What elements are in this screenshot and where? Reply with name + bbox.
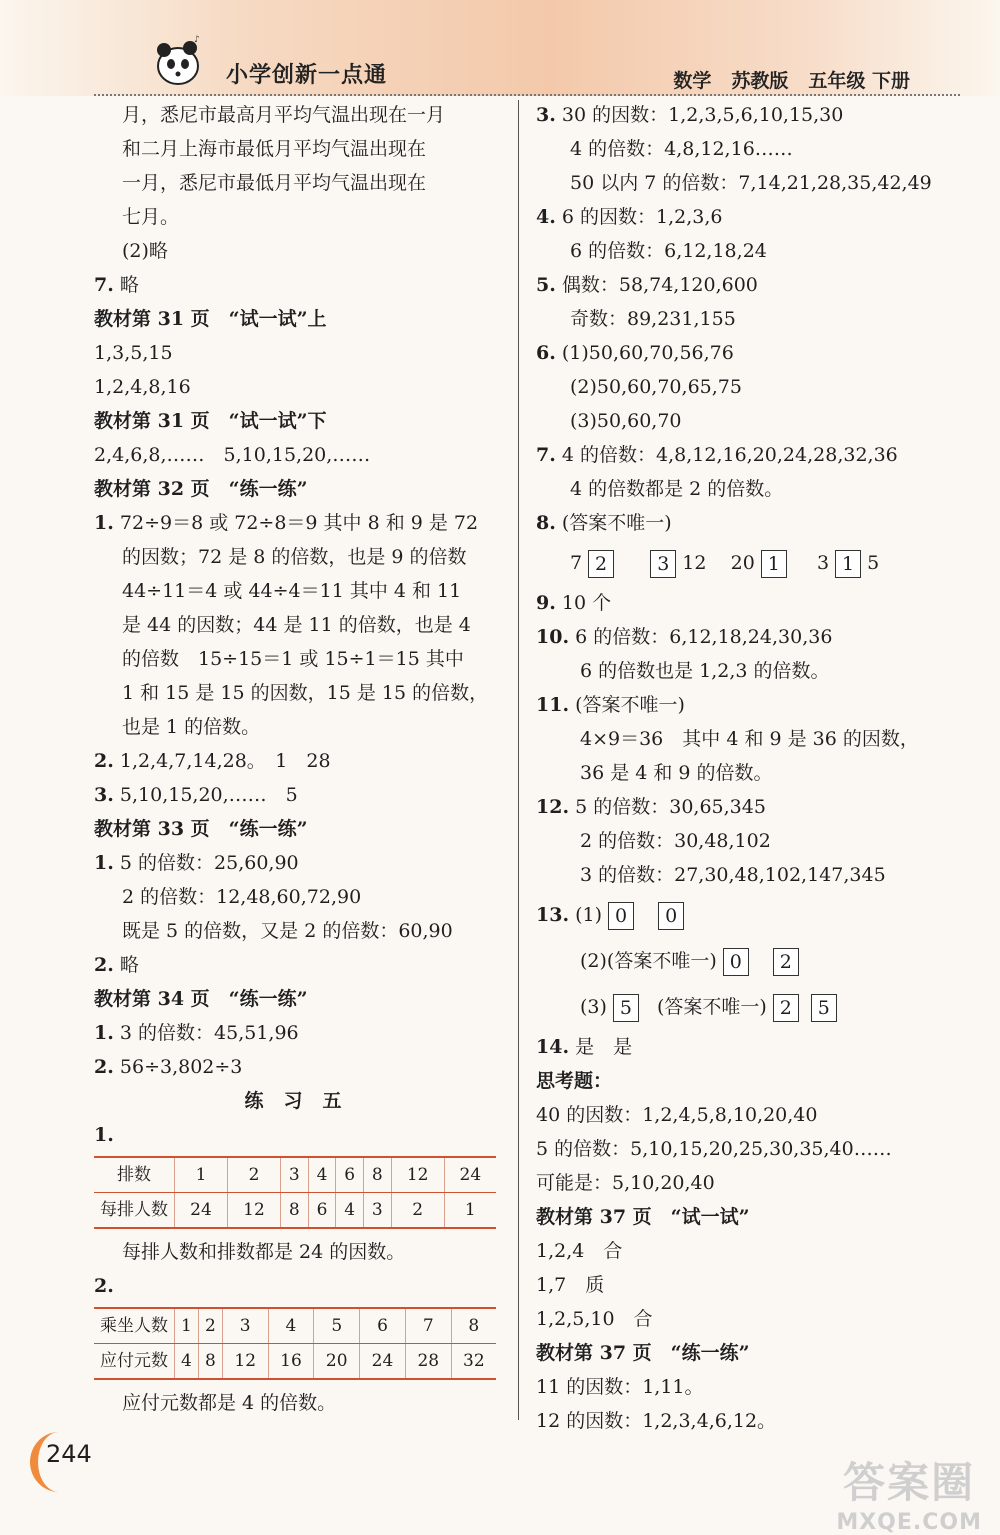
page-number: 244 [46,1440,92,1468]
text-line: 一月，悉尼市最低月平均气温出现在 [122,172,427,194]
question-3: 3. 5,10,15,20,…… 5 [94,784,298,806]
answer-boxes-row: (2)(答案不唯一) 0 2 [536,938,960,984]
column-divider [518,100,519,1420]
text-line: 1,7 质 [536,1274,605,1296]
section-title: 教材第 37 页 “试一试” [536,1206,750,1228]
left-column [94,98,512,1420]
section-title: 教材第 37 页 “练一练” [536,1342,750,1364]
text-line: 4 的倍数：4,8,12,16…… [570,138,793,160]
question-7: 7. 4 的倍数：4,8,12,16,20,24,28,32,36 [536,444,898,466]
text-line: 2 的倍数：30,48,102 [580,830,771,852]
text-line: 1,2,5,10 合 [536,1308,653,1330]
question-1: 1. 3 的倍数：45,51,96 [94,1022,299,1044]
question-12: 12. 5 的倍数：30,65,345 [536,796,766,818]
answer-box: 2 [773,994,799,1022]
answer-box: 2 [773,948,799,976]
text-line: 七月。 [122,206,180,228]
question-2: 2. 略 [94,954,139,976]
answer-boxes-row: 7 2 3 12 20 1 3 1 5 [536,540,960,586]
text-line: 12 的因数：1,2,3,4,6,12。 [536,1410,777,1432]
question-14: 14. 是 是 [536,1036,633,1058]
answer-box: 0 [658,902,684,930]
answer-box: 3 [650,550,676,578]
answer-box: 5 [811,994,837,1022]
question-2: 2. [94,1275,114,1297]
table-row: 每排人数 24 12 8 6 4 3 2 1 [94,1193,496,1229]
section-title: 教材第 33 页 “练一练” [94,818,308,840]
question-8: 8. (答案不唯一) [536,512,672,534]
text-line: 5 的倍数：5,10,15,20,25,30,35,40…… [536,1138,892,1160]
question-13: 13. (1) 0 0 [536,892,960,938]
book-title: 小学创新一点通 [226,62,388,88]
text-line: (2)略 [122,240,168,262]
text-line: (3)50,60,70 [570,410,682,432]
header-rule [94,94,960,96]
exercise-title: 练习五 [244,1090,362,1112]
question-10: 10. 6 的倍数：6,12,18,24,30,36 [536,626,833,648]
table-row: 应付元数 4 8 12 16 20 24 28 32 [94,1344,496,1380]
section-title: 教材第 34 页 “练一练” [94,988,308,1010]
text-line: 3 的倍数：27,30,48,102,147,345 [580,864,886,886]
text-line: 6 的倍数：6,12,18,24 [570,240,767,262]
seating-table [94,1156,496,1229]
answer-boxes-row: (3) 5 (答案不唯一) 2 5 [536,984,960,1030]
answer-box: 0 [723,948,749,976]
watermark: 答案圈 MXQE.COM [836,1458,982,1535]
text-line: 4×9＝36 其中 4 和 9 是 36 的因数， [580,728,919,750]
text-line: 4 的倍数都是 2 的倍数。 [570,478,784,500]
text-line: 2 的倍数：12,48,60,72,90 [122,886,362,908]
section-title: 教材第 31 页 “试一试”下 [94,410,327,432]
text-line: 6 的倍数也是 1,2,3 的倍数。 [580,660,830,682]
table-row: 乘坐人数 1 2 3 4 5 6 7 8 [94,1308,496,1344]
text-line: 每排人数和排数都是 24 的因数。 [122,1241,406,1263]
text-line: 11 的因数：1,11。 [536,1376,704,1398]
section-title: 思考题： [536,1070,613,1092]
answer-box: 1 [835,550,861,578]
question-1: 1. 72÷9＝8 或 72÷8＝9 其中 8 和 9 是 72 [94,512,479,534]
svg-text:♪: ♪ [194,35,200,45]
text-line: 是 44 的因数；44 是 11 的倍数，也是 4 [122,614,471,636]
question-2: 2. 56÷3,802÷3 [94,1056,243,1078]
text-line: 既是 5 的倍数，又是 2 的倍数：60,90 [122,920,453,942]
text-line: 应付元数都是 4 的倍数。 [122,1392,337,1414]
subject: 数学 [673,70,712,92]
question-3: 3. 30 的因数：1,2,3,5,6,10,15,30 [536,104,844,126]
edition: 苏教版 [731,70,789,92]
text-line: 44÷11＝4 或 44÷4＝11 其中 4 和 11 [122,580,462,602]
table-row: 排数 1 2 3 4 6 8 12 24 [94,1157,496,1193]
text-line: 1,2,4 合 [536,1240,623,1262]
panda-mascot-icon [150,30,210,90]
question-1: 1. [94,1124,114,1146]
answer-box: 0 [608,902,634,930]
fare-table [94,1307,496,1380]
text-line: 1,2,4,8,16 [94,376,191,398]
text-line: 月，悉尼市最高月平均气温出现在一月 [122,104,446,126]
text-line: (2)50,60,70,65,75 [570,376,742,398]
section-title: 教材第 31 页 “试一试”上 [94,308,327,330]
text-line: 的因数；72 是 8 的倍数，也是 9 的倍数 [122,546,467,568]
text-line: 40 的因数：1,2,4,5,8,10,20,40 [536,1104,818,1126]
section-title: 教材第 32 页 “练一练” [94,478,308,500]
question-11: 11. (答案不唯一) [536,694,685,716]
right-column [536,98,960,1438]
text-line: 也是 1 的倍数。 [122,716,261,738]
question-7: 7. 略 [94,274,139,296]
text-line: 2,4,6,8,…… 5,10,15,20,…… [94,444,371,466]
grade-volume: 五年级 下册 [808,70,910,92]
answer-box: 5 [613,994,639,1022]
text-line: 1,3,5,15 [94,342,173,364]
text-line: 1 和 15 是 15 的因数，15 是 15 的倍数， [122,682,489,704]
question-6: 6. (1)50,60,70,56,76 [536,342,734,364]
answer-box: 1 [761,550,787,578]
subject-meta [673,66,910,93]
text-line: 36 是 4 和 9 的倍数。 [580,762,773,784]
text-line: 可能是：5,10,20,40 [536,1172,715,1194]
text-line: 和二月上海市最低月平均气温出现在 [122,138,427,160]
text-line: 的倍数 15÷15＝1 或 15÷1＝15 其中 [122,648,464,670]
question-4: 4. 6 的因数：1,2,3,6 [536,206,723,228]
text-line: 奇数：89,231,155 [570,308,736,330]
text-line: 50 以内 7 的倍数：7,14,21,28,35,42,49 [570,172,932,194]
question-1: 1. 5 的倍数：25,60,90 [94,852,299,874]
answer-box: 2 [588,550,614,578]
question-2: 2. 1,2,4,7,14,28。 1 28 [94,750,331,772]
question-5: 5. 偶数：58,74,120,600 [536,274,758,296]
question-9: 9. 10 个 [536,592,612,614]
